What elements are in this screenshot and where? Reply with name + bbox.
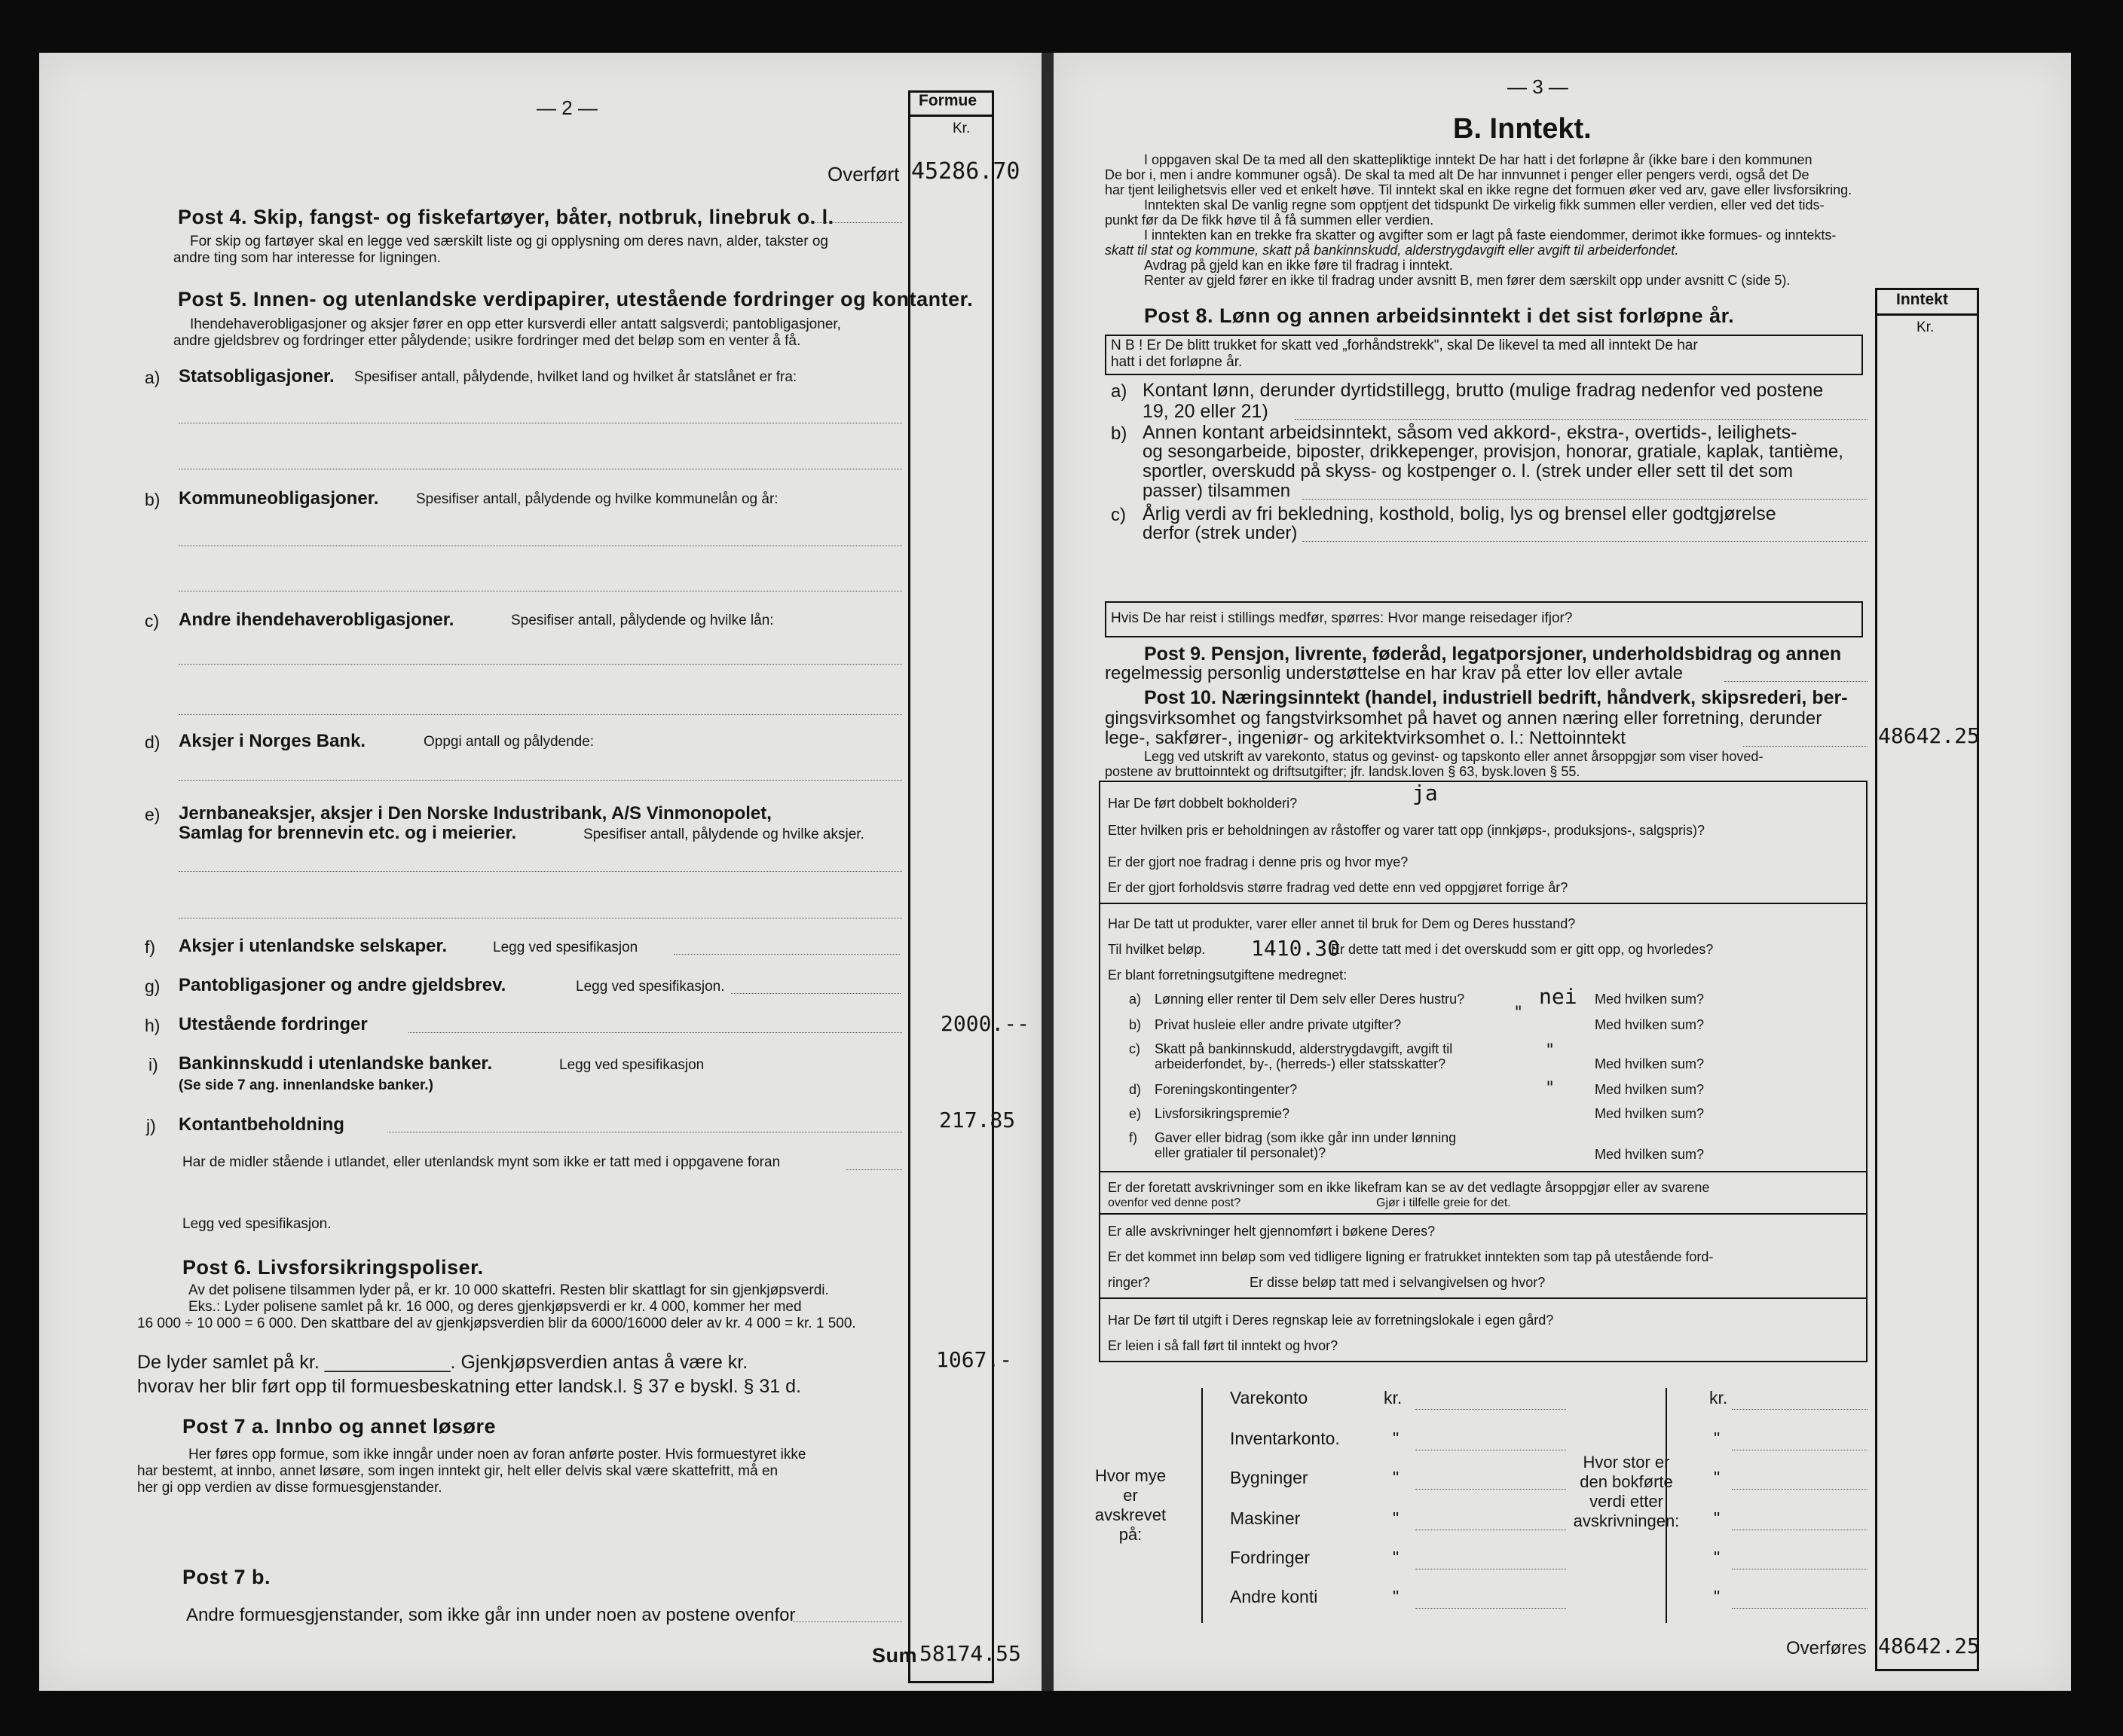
question: Er det kommet inn beløp som ved tidligere ligning er fratrukket inntekten som tap på utestående ford-	[1108, 1249, 1714, 1264]
sub-letter: e)	[1129, 1106, 1142, 1121]
post7a-text2: har bestemt, at innbo, annet løsøre, som ingen inntekt gir, helt eller delvis skal være skattefritt, må en	[137, 1463, 779, 1479]
konto-label: Andre konti	[1230, 1587, 1318, 1606]
annen-kontant-line: og sesongarbeide, biposter, drikkepenger, provisjon, honorar, gratiale, kaplak, tantième,	[1143, 442, 1843, 462]
post10-line: lege-, sakfører-, ingeniør- og arkitektvirksomhet o. l.: Nettoinntekt	[1105, 728, 1626, 748]
question: Til hvilket beløp.	[1108, 942, 1206, 957]
konto-label: Maskiner	[1230, 1508, 1301, 1528]
sub-question: Foreningskontingenter?	[1155, 1082, 1298, 1097]
ditto-mark: "	[1393, 1508, 1400, 1528]
annen-kontant-line: sportler, overskudd på skyss- og kostpenger o. l. (strek under eller sett til det som	[1143, 461, 1794, 481]
post6-value: 1067.-	[936, 1347, 1013, 1372]
question: ringer?	[1108, 1275, 1151, 1290]
post6-title: Post 6. Livsforsikringspoliser.	[182, 1256, 484, 1279]
kontantbeholdning-label: Kontantbeholdning	[179, 1114, 344, 1135]
intro-line: Inntekten skal De vanlig regne som opptjent det tidspunkt De virkelig fikk summen eller verdien, eller ved det tids-	[1144, 197, 1825, 212]
item-letter: a)	[145, 368, 161, 387]
sum-question: Med hvilken sum?	[1595, 1082, 1705, 1097]
post4-text2: andre ting som har interesse for ligningen.	[173, 250, 441, 266]
intro-line: I oppgaven skal De ta med all den skattepliktige inntekt De har hatt i det forløpne år (ikke bare i den kommunen	[1144, 152, 1813, 167]
left-page	[39, 53, 1042, 1691]
col-header-rule	[908, 115, 994, 117]
intro-line: I inntekten kan en trekke fra skatter og avgifter som er lagt på faste eiendommer, derimot ikke formues- og inntekts-	[1144, 228, 1837, 243]
post7a-text1: Her føres opp formue, som ikke inngår under noen av foran anførte poster. Hvis formuestyret ikke	[188, 1447, 806, 1462]
hvor-stor-line: avskrivningen:	[1573, 1511, 1680, 1530]
bracket-left	[1201, 1388, 1203, 1623]
norges-bank-label: Aksjer i Norges Bank.	[179, 731, 366, 751]
kontant-lonn-line: Kontant lønn, derunder dyrtidstillegg, brutto (mulige fradrag nedenfor ved postene	[1143, 380, 1824, 401]
kontantbeholdning-value: 217.85	[939, 1108, 1016, 1132]
hvor-mye-line: er avskrevet	[1094, 1486, 1167, 1524]
intro-line: De bor i, men i andre kommuner også). De skal ta med alt De har innvunnet i penger eller pengers verdi, også det De	[1105, 167, 1809, 182]
spine	[1042, 53, 1054, 1691]
ditto-mark: "	[1393, 1429, 1400, 1448]
intro-line: har tjent leilighetsvis eller ved et enkelt høve. Til inntekt skal en ikke regne det formuen øker ved arv, gave eller livsforsikring.	[1105, 182, 1852, 197]
sub-letter: c)	[1129, 1041, 1140, 1056]
sub-question: eller gratialer til personalet)?	[1155, 1145, 1326, 1160]
hvor-mye-line: Hvor mye	[1094, 1466, 1167, 1485]
utestaende-value: 2000.--	[941, 1011, 1030, 1036]
sub-question: Lønning eller renter til Dem selv eller Deres hustru?	[1155, 992, 1465, 1007]
formue-column	[908, 90, 994, 1683]
question: ovenfor ved denne post?	[1108, 1197, 1241, 1209]
question: Har De tatt ut produkter, varer eller annet til bruk for Dem og Deres husstand?	[1108, 916, 1576, 931]
statsobligasjoner-label: Statsobligasjoner.	[179, 366, 335, 387]
sum-label: Sum	[872, 1644, 918, 1667]
question: Er leien i så fall ført til inntekt og hvor?	[1108, 1338, 1338, 1353]
hvor-mye-line: på:	[1118, 1525, 1143, 1544]
overfores-value: 48642.25	[1878, 1634, 1980, 1658]
sub-question: Skatt på bankinnskudd, alderstrygdavgift, avgift til	[1155, 1041, 1453, 1056]
answer-handwritten: "	[1545, 1079, 1556, 1098]
intro-line: skatt til stat og kommune, skatt på bankinnskudd, alderstrygdavgift eller avgift til arbeiderfondet.	[1105, 243, 1679, 258]
post4-title: Post 4. Skip, fangst- og fiskefartøyer, båter, notbruk, linebruk o. l.	[178, 206, 834, 228]
nb-line: N B ! Er De blitt trukket for skatt ved „forhåndstrekk", skal De likevel ta med all inntekt De har	[1111, 338, 1698, 353]
answer-handwritten: ja	[1412, 781, 1438, 805]
question: Er alle avskrivninger helt gjennomført i bøkene Deres?	[1108, 1224, 1436, 1239]
andre-ihendehaver-label: Andre ihendehaverobligasjoner.	[179, 610, 454, 630]
overfort-label: Overført	[827, 163, 900, 185]
hvor-stor-line: verdi etter	[1589, 1492, 1663, 1511]
sum-question: Med hvilken sum?	[1595, 1017, 1705, 1032]
utenlandske-aksjer-desc: Legg ved spesifikasjon	[493, 940, 638, 955]
konto-label: Varekonto	[1230, 1388, 1308, 1407]
question: Er dette tatt med i det overskudd som er gitt opp, og hvorledes?	[1331, 942, 1714, 957]
sub-question: arbeiderfondet, by-, (herreds-) eller statsskatter?	[1155, 1056, 1446, 1071]
item-letter: a)	[1111, 381, 1127, 402]
ditto-mark: "	[1714, 1429, 1721, 1448]
post5-text1: Ihendehaverobligasjoner og aksjer fører en opp etter kursverdi eller antatt salgsverdi; pantobligasjoner,	[190, 316, 841, 332]
kommuneobligasjoner-desc: Spesifiser antall, pålydende og hvilke kommunelån og år:	[416, 491, 779, 507]
overfort-value: 45286.70	[911, 158, 1020, 185]
section-title: B. Inntekt.	[1453, 113, 1592, 145]
item-letter: d)	[145, 732, 161, 752]
kr-label: kr.	[1709, 1388, 1728, 1407]
item-letter: g)	[145, 976, 161, 996]
sub-letter: d)	[1129, 1082, 1142, 1097]
page-number: — 2 —	[537, 96, 598, 119]
question-note: Gjør i tilfelle greie for det.	[1376, 1197, 1511, 1209]
post6-line1: De lyder samlet på kr. ____________. Gjenkjøpsverdien antas å være kr.	[137, 1352, 748, 1373]
post8-title: Post 8. Lønn og annen arbeidsinntekt i det sist forløpne år.	[1144, 304, 1735, 327]
ditto-mark: "	[1714, 1548, 1721, 1567]
jernbaneaksjer-label: Jernbaneaksjer, aksjer i Den Norske Industribank, A/S Vinmonopolet,	[179, 803, 772, 824]
post7b-text: Andre formuesgjenstander, som ikke går inn under noen av postene ovenfor	[186, 1605, 796, 1625]
post10-title: Post 10. Næringsinntekt (handel, industriell bedrift, håndverk, skipsrederi, ber-	[1144, 687, 1848, 708]
post4-text1: For skip og fartøyer skal en legge ved særskilt liste og gi opplysning om deres navn, alder, takster og	[190, 234, 828, 249]
post6-line2: hvorav her blir ført opp til formuesbeskatning etter landsk.l. § 37 e byskl. § 31 d.	[137, 1376, 801, 1397]
intro-line: Renter av gjeld fører en ikke til fradrag under avsnitt B, men fører dem særskilt opp under avsnitt C (side 5).	[1144, 273, 1791, 288]
post9-line: regelmessig personlig understøttelse en har krav på etter lov eller avtale	[1105, 663, 1684, 683]
ditto-mark: "	[1393, 1468, 1400, 1487]
sub-question: Privat husleie eller andre private utgifter?	[1155, 1017, 1402, 1032]
inntekt-column	[1875, 288, 1979, 1671]
sum-question: Med hvilken sum?	[1595, 1056, 1705, 1071]
post6-text1: Av det polisene tilsammen lyder på, er kr. 10 000 skattefri. Resten blir skattlagt for sin gjenkjøpsverdi.	[188, 1282, 829, 1298]
samlag-label: Samlag for brennevin etc. og i meierier.	[179, 823, 517, 843]
sub-letter: b)	[1129, 1017, 1142, 1032]
post10-line: gingsvirksomhet og fangstvirksomhet på havet og annen næring eller forretning, derunder	[1105, 708, 1822, 729]
konto-label: Fordringer	[1230, 1548, 1311, 1567]
item-letter: i)	[148, 1055, 158, 1074]
utestaende-label: Utestående fordringer	[179, 1014, 368, 1035]
sub-letter: f)	[1129, 1130, 1137, 1145]
post5-title: Post 5. Innen- og utenlandske verdipapirer, utestående fordringer og kontanter.	[178, 288, 974, 310]
col-header-rule	[1875, 313, 1979, 316]
answer-handwritten: "	[1545, 1041, 1556, 1060]
post7a-text3: her gi opp verdien av disse formuesgjenstander.	[137, 1480, 442, 1496]
item-letter: j)	[146, 1116, 156, 1135]
midler-text: Har de midler stående i utlandet, eller utenlandsk mynt som ikke er tatt med i oppgavene foran	[182, 1154, 781, 1170]
question: Er der gjort noe fradrag i denne pris og hvor mye?	[1108, 854, 1409, 870]
fri-bekledning-line: Årlig verdi av fri bekledning, kosthold, bolig, lys og brensel eller godtgjørelse	[1143, 503, 1776, 524]
question: Er der gjort forholdsvis større fradrag ved dette enn ved oppgjøret forrige år?	[1108, 880, 1568, 895]
kontant-lonn-line: 19, 20 eller 21)	[1143, 401, 1268, 422]
item-letter: c)	[145, 611, 160, 631]
post10-value: 48642.25	[1878, 723, 1980, 748]
sum-value: 58174.55	[919, 1641, 1021, 1666]
question: Etter hvilken pris er beholdningen av råstoffer og varer tatt opp (innkjøps-, produksjons-, salgspris)?	[1108, 823, 1705, 838]
sub-letter: a)	[1129, 992, 1142, 1007]
hvor-stor-line: Hvor stor er	[1583, 1453, 1670, 1472]
item-letter: b)	[1111, 423, 1127, 444]
answer-handwritten: "	[1513, 1004, 1524, 1022]
post7a-title: Post 7 a. Innbo og annet løsøre	[182, 1415, 497, 1438]
sum-question: Med hvilken sum?	[1595, 992, 1705, 1007]
post6-text2: Eks.: Lyder polisene samlet på kr. 16 000, og deres gjenkjøpsverdi er kr. 4 000, kommer her med	[188, 1299, 802, 1315]
ditto-mark: "	[1393, 1548, 1400, 1567]
ditto-mark: "	[1714, 1508, 1721, 1528]
item-letter: h)	[145, 1016, 161, 1035]
utenlandske-aksjer-label: Aksjer i utenlandske selskaper.	[179, 936, 448, 956]
sum-question: Med hvilken sum?	[1595, 1147, 1705, 1162]
annen-kontant-line: Annen kontant arbeidsinntekt, såsom ved akkord-, ekstra-, overtids-, leilighets-	[1143, 422, 1797, 443]
item-letter: b)	[145, 490, 161, 509]
question: Er blant forretningsutgiftene medregnet:	[1108, 967, 1348, 983]
pantobligasjoner-label: Pantobligasjoner og andre gjeldsbrev.	[179, 975, 506, 995]
sub-question: Gaver eller bidrag (som ikke går inn under lønning	[1155, 1130, 1457, 1145]
hvor-stor-label	[1566, 1453, 1687, 1531]
item-letter: e)	[145, 805, 161, 824]
col-unit: Kr.	[953, 121, 971, 136]
bankinnskudd-note: (Se side 7 ang. innenlandske banker.)	[179, 1077, 433, 1093]
legg-text: Legg ved spesifikasjon.	[182, 1216, 332, 1232]
right-page	[1054, 53, 2071, 1691]
konto-label: Bygninger	[1230, 1468, 1308, 1487]
sum-question: Med hvilken sum?	[1595, 1106, 1705, 1121]
overfores-label: Overføres	[1786, 1638, 1867, 1658]
kr-label: kr.	[1384, 1388, 1403, 1407]
col-header: Formue	[919, 92, 977, 109]
answer-handwritten: nei	[1539, 984, 1577, 1009]
fri-bekledning-line: derfor (strek under)	[1143, 523, 1298, 543]
statsobligasjoner-desc: Spesifiser antall, pålydende, hvilket land og hvilket år statslånet er fra:	[354, 369, 797, 385]
bankinnskudd-label: Bankinnskudd i utenlandske banker.	[179, 1053, 493, 1074]
bankinnskudd-desc: Legg ved spesifikasjon	[559, 1057, 705, 1073]
reist-text: Hvis De har reist i stillings medfør, spørres: Hvor mange reisedager ifjor?	[1111, 610, 1573, 626]
col-unit: Kr.	[1917, 319, 1935, 335]
kommuneobligasjoner-label: Kommuneobligasjoner.	[179, 488, 379, 509]
annen-kontant-line: passer) tilsammen	[1143, 481, 1291, 501]
pantobligasjoner-desc: Legg ved spesifikasjon.	[576, 979, 725, 995]
ditto-mark: "	[1714, 1468, 1721, 1487]
question: Er disse beløp tatt med i selvangivelsen og hvor?	[1250, 1275, 1546, 1290]
hvor-stor-line: den bokførte	[1580, 1472, 1673, 1491]
andre-ihendehaver-desc: Spesifiser antall, pålydende og hvilke lån:	[511, 613, 774, 628]
answer-handwritten: 1410.30	[1251, 936, 1341, 961]
post6-text3: 16 000 ÷ 10 000 = 6 000. Den skattbare del av gjenkjøpsverdien blir da 6000/16000 deler av kr. 4 000 = kr. 1 500.	[137, 1316, 856, 1331]
konto-label: Inventarkonto.	[1230, 1429, 1340, 1448]
post7b-title: Post 7 b.	[182, 1566, 271, 1588]
question: Har De ført dobbelt bokholderi?	[1108, 796, 1298, 811]
sub-question: Livsforsikringspremie?	[1155, 1106, 1290, 1121]
intro-line: punkt før da De fikk høve til å få summen eller verdien.	[1105, 212, 1434, 228]
ditto-mark: "	[1393, 1587, 1400, 1606]
nb-line: hatt i det forløpne år.	[1111, 354, 1243, 370]
col-header: Inntekt	[1896, 291, 1948, 308]
question: Har De ført til utgift i Deres regnskap leie av forretningslokale i egen gård?	[1108, 1313, 1554, 1328]
post5-text2: andre gjeldsbrev og fordringer etter pålydende; usikre fordringer med det beløp som en venter å få.	[173, 333, 801, 349]
item-letter: f)	[145, 937, 156, 957]
norges-bank-desc: Oppgi antall og pålydende:	[424, 734, 595, 750]
jernbaneaksjer-desc: Spesifiser antall, pålydende og hvilke aksjer.	[583, 827, 864, 842]
page-number: — 3 —	[1507, 75, 1568, 98]
post10-note: postene av bruttoinntekt og driftsutgifter; jfr. landsk.loven § 63, bysk.loven § 55.	[1105, 764, 1580, 779]
ditto-mark: "	[1714, 1587, 1721, 1606]
post9-title: Post 9. Pensjon, livrente, føderåd, legatporsjoner, underholdsbidrag og annen	[1144, 643, 1842, 665]
hvor-mye-label	[1093, 1466, 1168, 1545]
item-letter: c)	[1111, 505, 1126, 525]
question: Er der foretatt avskrivninger som en ikke likefram kan se av det vedlagte årsoppgjør eller av svarene	[1108, 1180, 1710, 1195]
post10-note: Legg ved utskrift av varekonto, status og gevinst- og tapskonto eller annet årsoppgjør som viser hoved-	[1144, 749, 1764, 764]
intro-line: Avdrag på gjeld kan en ikke føre til fradrag i inntekt.	[1144, 258, 1453, 273]
